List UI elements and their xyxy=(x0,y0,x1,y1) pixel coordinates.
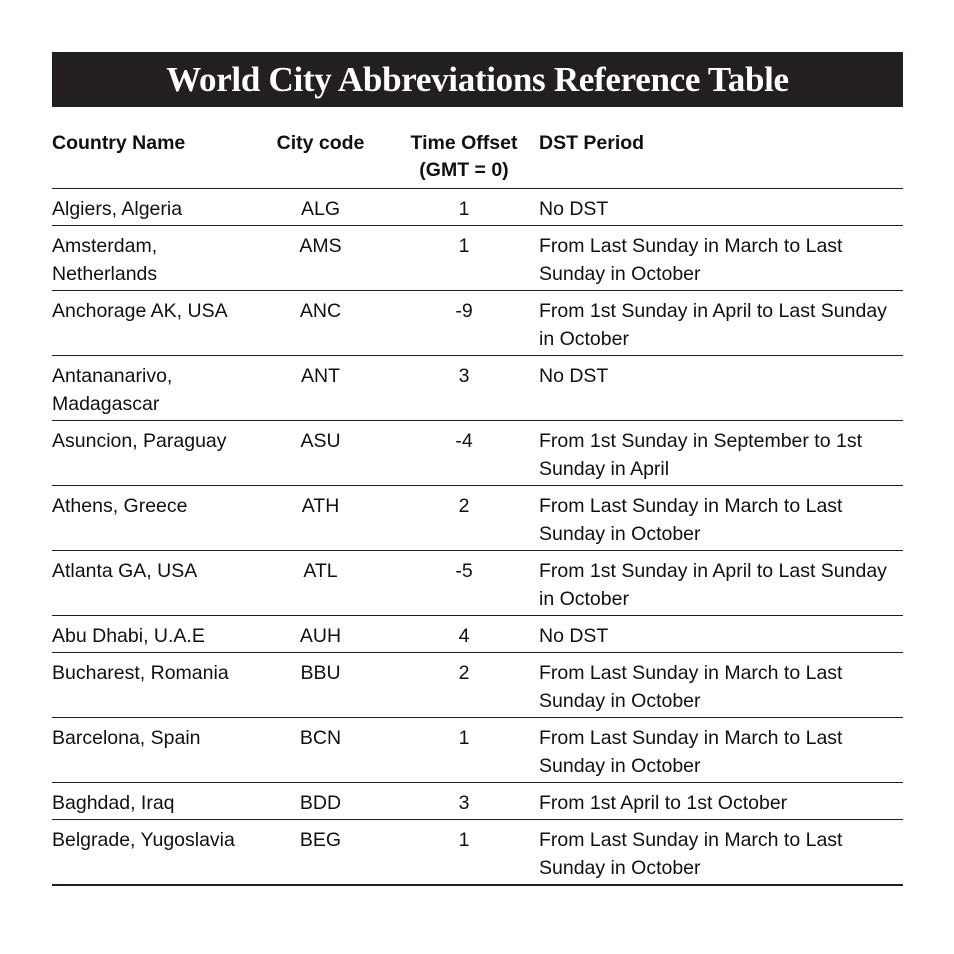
table-body xyxy=(52,189,903,886)
cell-city-code: ATH xyxy=(301,495,340,517)
cell-country: Anchorage AK, USA xyxy=(52,300,228,322)
table-row xyxy=(52,356,903,421)
cell-city-code: ATL xyxy=(303,560,338,582)
cell-dst-period: From Last Sunday in March to Last Sunday in October xyxy=(539,235,843,285)
cell-city-code: BCN xyxy=(299,727,342,749)
cell-country: Barcelona, Spain xyxy=(52,727,201,749)
cell-dst-period: From 1st April to 1st October xyxy=(539,792,788,814)
cell-time-offset: -4 xyxy=(455,430,473,452)
cell-time-offset: 2 xyxy=(458,495,470,517)
cell-country: Baghdad, Iraq xyxy=(52,792,175,814)
table-row xyxy=(52,616,903,653)
cell-country: Bucharest, Romania xyxy=(52,662,229,684)
table-row xyxy=(52,421,903,486)
cell-dst-period: No DST xyxy=(539,625,609,647)
cell-time-offset: 3 xyxy=(458,365,470,387)
table-row xyxy=(52,653,903,718)
header-row xyxy=(52,128,903,189)
cell-dst-period: From 1st Sunday in April to Last Sunday in October xyxy=(539,560,887,610)
table-row xyxy=(52,189,903,226)
city-abbreviations-table xyxy=(52,128,903,886)
cell-city-code: ALG xyxy=(300,198,341,220)
cell-time-offset: 1 xyxy=(458,829,470,851)
cell-dst-period: No DST xyxy=(539,198,609,220)
cell-time-offset: -9 xyxy=(455,300,473,322)
cell-dst-period: From Last Sunday in March to Last Sunday in October xyxy=(539,495,843,545)
cell-country: Amsterdam, Netherlands xyxy=(52,235,158,285)
table-row xyxy=(52,486,903,551)
cell-city-code: BEG xyxy=(299,829,342,851)
table-row xyxy=(52,551,903,616)
cell-country: Athens, Greece xyxy=(52,495,188,517)
cell-dst-period: From 1st Sunday in April to Last Sunday in October xyxy=(539,300,887,350)
cell-city-code: ASU xyxy=(300,430,341,452)
table-row xyxy=(52,718,903,783)
header-time-offset xyxy=(389,128,539,189)
page-title: World City Abbreviations Reference Table xyxy=(166,59,789,99)
header-dst-period: DST Period xyxy=(539,132,645,154)
table-row xyxy=(52,291,903,356)
cell-city-code: ANC xyxy=(299,300,342,322)
cell-city-code: BBU xyxy=(300,662,341,684)
header-country-name: Country Name xyxy=(52,132,186,154)
title-bar xyxy=(52,52,903,107)
cell-time-offset: 1 xyxy=(458,198,470,220)
cell-dst-period: From Last Sunday in March to Last Sunday in October xyxy=(539,662,843,712)
cell-country: Antananarivo, Madagascar xyxy=(52,365,173,415)
cell-dst-period: From Last Sunday in March to Last Sunday in October xyxy=(539,727,843,777)
cell-dst-period: No DST xyxy=(539,365,609,387)
cell-city-code: ANT xyxy=(301,365,340,387)
table-header xyxy=(52,128,903,189)
cell-time-offset: 1 xyxy=(458,235,470,257)
header-city-code: City code xyxy=(276,132,365,154)
table-row xyxy=(52,226,903,291)
reference-table-container xyxy=(52,128,903,886)
cell-dst-period: From 1st Sunday in September to 1st Sunday in April xyxy=(539,430,862,480)
cell-time-offset: 1 xyxy=(458,727,470,749)
cell-country: Abu Dhabi, U.A.E xyxy=(52,625,205,647)
cell-time-offset: 4 xyxy=(458,625,470,647)
cell-time-offset: 3 xyxy=(458,792,470,814)
cell-dst-period: From Last Sunday in March to Last Sunday in October xyxy=(539,829,843,879)
cell-city-code: BDD xyxy=(299,792,342,814)
cell-city-code: AMS xyxy=(299,235,342,257)
cell-time-offset: -5 xyxy=(455,560,473,582)
cell-city-code: AUH xyxy=(299,625,342,647)
table-row xyxy=(52,820,903,886)
cell-country: Atlanta GA, USA xyxy=(52,560,198,582)
header-time-offset-line1: Time Offset xyxy=(410,132,518,154)
cell-country: Belgrade, Yugoslavia xyxy=(52,829,235,851)
cell-country: Asuncion, Paraguay xyxy=(52,430,227,452)
header-time-offset-line2: (GMT = 0) xyxy=(419,159,509,181)
cell-time-offset: 2 xyxy=(458,662,470,684)
table-row xyxy=(52,783,903,820)
cell-country: Algiers, Algeria xyxy=(52,198,183,220)
